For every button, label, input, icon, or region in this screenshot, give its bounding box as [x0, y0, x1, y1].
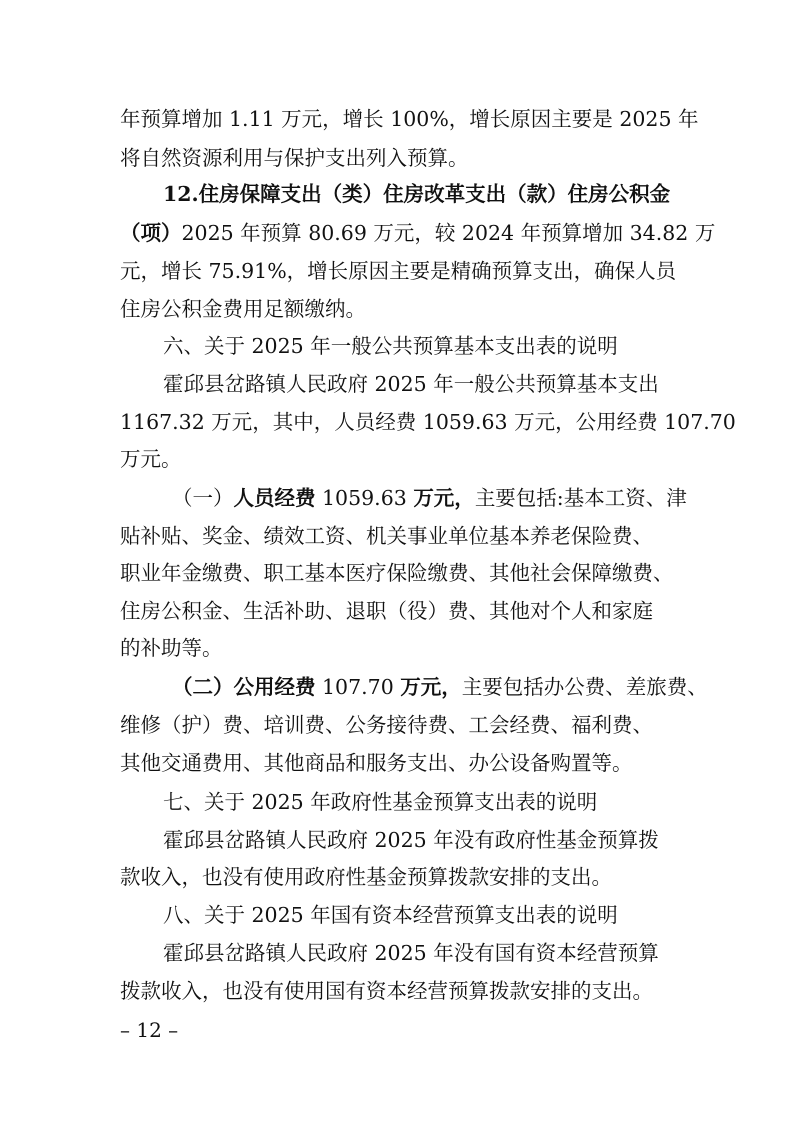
bold-text: （项）	[120, 221, 182, 245]
bold-text: 万元，	[413, 486, 475, 510]
body-text: 住房公积金、生活补助、退职（役）费、其他对个人和家庭	[120, 599, 653, 623]
body-text: 拨款收入，也没有使用国有资本经营预算拨款安排的支出。	[120, 979, 653, 1003]
body-text: 107.70	[315, 675, 401, 699]
bold-text: 人员经费	[233, 486, 316, 510]
body-text: 1059.63	[315, 486, 414, 510]
body-text: 主要包括:基本工资、津	[474, 486, 687, 510]
body-text: 其他交通费用、其他商品和服务支出、办公设备购置等。	[120, 751, 633, 775]
text-line-content	[172, 482, 687, 514]
text-line-content	[120, 443, 182, 475]
bold-text: （二）公用经费	[172, 675, 316, 699]
text-line	[0, 709, 793, 741]
text-line	[0, 595, 793, 627]
text-line-content	[163, 899, 618, 931]
text-line	[0, 255, 793, 287]
text-line-content	[120, 520, 653, 552]
body-text: 维修（护）费、培训费、公务接待费、工会经费、福利费、	[120, 713, 653, 737]
text-line	[0, 520, 793, 552]
text-line-content	[120, 217, 715, 249]
text-line	[0, 406, 793, 438]
text-line	[0, 632, 793, 664]
body-text: 六、关于 2025 年一般公共预算基本支出表的说明	[163, 334, 618, 358]
text-line	[0, 824, 793, 856]
text-line	[0, 443, 793, 475]
text-line	[0, 103, 793, 135]
text-line	[0, 747, 793, 779]
text-line-content	[120, 975, 653, 1007]
text-line-content	[120, 709, 653, 741]
text-line-content	[120, 632, 223, 664]
body-text: 八、关于 2025 年国有资本经营预算支出表的说明	[163, 903, 618, 927]
text-line	[0, 899, 793, 931]
text-line	[0, 786, 793, 818]
page-number: – 12 –	[120, 1018, 179, 1042]
body-text: 贴补贴、奖金、绩效工资、机关事业单位基本养老保险费、	[120, 524, 653, 548]
body-text: 2025 年预算 80.69 万元，较 2024 年预算增加 34.82 万	[181, 221, 716, 245]
text-line-content	[120, 747, 633, 779]
text-line	[0, 482, 793, 514]
text-line	[0, 330, 793, 362]
text-line	[0, 142, 793, 174]
body-text: 元，增长 75.91%，增长原因主要是精确预算支出，确保人员	[120, 259, 677, 283]
text-line	[0, 861, 793, 893]
text-line-content	[163, 824, 659, 856]
text-line	[0, 937, 793, 969]
text-line	[0, 217, 793, 249]
bold-text: 万元，	[400, 675, 462, 699]
body-text: 七、关于 2025 年政府性基金预算支出表的说明	[163, 790, 598, 814]
text-line	[0, 368, 793, 400]
text-line-content	[120, 255, 676, 287]
text-line-content	[163, 368, 659, 400]
body-text: 万元。	[120, 447, 182, 471]
text-line-content	[163, 178, 670, 210]
text-line	[0, 975, 793, 1007]
body-text: 款收入，也没有使用政府性基金预算拨款安排的支出。	[120, 865, 612, 889]
body-text: 住房公积金费用足额缴纳。	[120, 297, 366, 321]
text-line-content	[120, 557, 674, 589]
text-line-content	[163, 330, 618, 362]
text-line-content	[120, 142, 469, 174]
body-text: 主要包括办公费、差旅费、	[461, 675, 708, 699]
text-line-content	[120, 861, 612, 893]
body-text: （一）	[172, 486, 234, 510]
text-line-content	[120, 103, 699, 135]
body-text: 霍邱县岔路镇人民政府 2025 年一般公共预算基本支出	[163, 372, 659, 396]
text-line	[0, 178, 793, 210]
text-line-content	[163, 786, 597, 818]
text-line-content	[163, 937, 659, 969]
text-line-content	[120, 406, 736, 438]
body-text: 职业年金缴费、职工基本医疗保险缴费、其他社会保障缴费、	[120, 561, 674, 585]
text-line-content	[120, 595, 653, 627]
text-line	[0, 293, 793, 325]
text-line-content	[172, 671, 708, 703]
body-text: 霍邱县岔路镇人民政府 2025 年没有政府性基金预算拨	[163, 828, 659, 852]
body-text: 将自然资源利用与保护支出列入预算。	[120, 146, 469, 170]
body-text: 年预算增加 1.11 万元，增长 100%，增长原因主要是 2025 年	[120, 107, 699, 131]
body-text: 的补助等。	[120, 636, 223, 660]
text-line	[0, 557, 793, 589]
body-text: 霍邱县岔路镇人民政府 2025 年没有国有资本经营预算	[163, 941, 659, 965]
text-line	[0, 671, 793, 703]
body-text: 1167.32 万元，其中，人员经费 1059.63 万元，公用经费 107.70	[120, 410, 736, 434]
bold-text: 12.住房保障支出（类）住房改革支出（款）住房公积金	[163, 182, 671, 206]
text-line-content	[120, 293, 366, 325]
